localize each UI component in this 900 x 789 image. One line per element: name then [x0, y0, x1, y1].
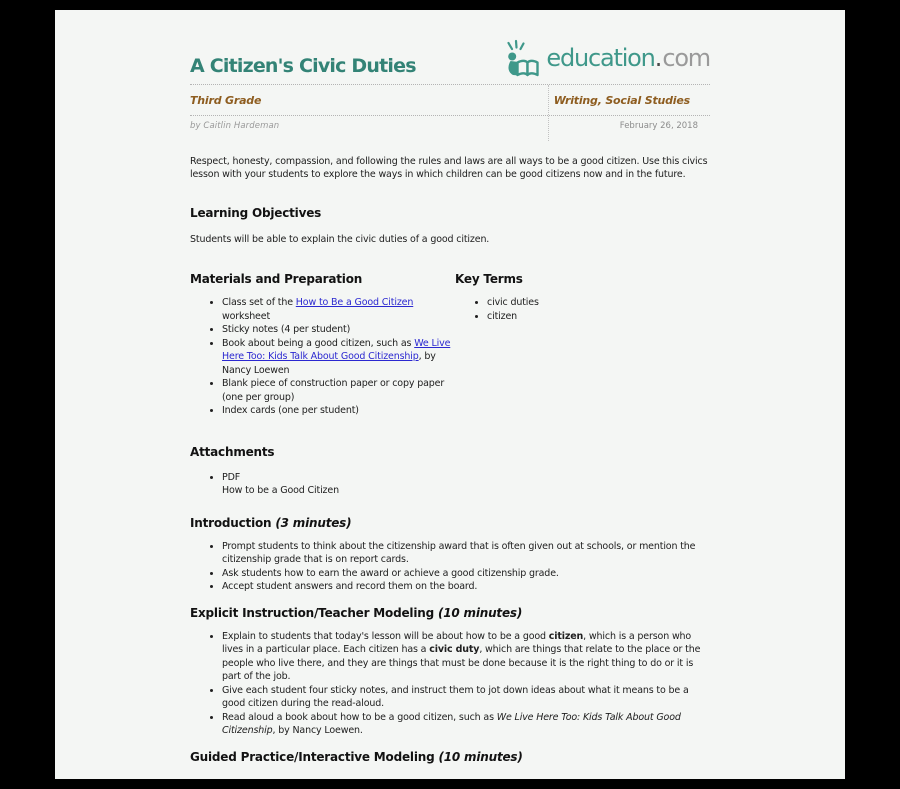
introduction-list [190, 540, 710, 594]
logo-brand-text: education [546, 44, 655, 72]
text-segment: Index cards (one per student) [222, 405, 359, 416]
step-title: Explicit Instruction/Teacher Modeling [190, 605, 434, 620]
list-item [222, 540, 710, 567]
hyperlink[interactable]: We Live Here Too: Kids Talk About Good Citizenship [222, 337, 451, 362]
list-item [222, 404, 455, 418]
text-segment: , which is a person who lives in a particular place. Each citizen has a [222, 630, 692, 655]
list-item [222, 630, 710, 684]
introduction-heading [190, 516, 710, 530]
text-segment: Blank piece of construction paper or copy paper (one per group) [222, 378, 445, 403]
publish-date: February 26, 2018 [619, 121, 698, 131]
text-segment: , by Nancy Loewen. [272, 725, 363, 736]
list-item [222, 567, 710, 581]
attachments-heading: Attachments [190, 444, 275, 459]
list-item [222, 471, 710, 498]
list-item [222, 711, 710, 738]
lesson-plan-page [55, 10, 845, 779]
logo-dot: . [654, 44, 663, 72]
text-segment: , which are things that relate to the place or the people who live there, and they are things that must be done because it is the right thing to do or it is part of the job. [222, 644, 701, 682]
logo-tld-text: com [662, 44, 710, 72]
text-segment: Accept student answers and record them on the board. [222, 581, 478, 592]
list-item [487, 296, 710, 310]
materials-list [190, 296, 455, 418]
learning-objectives-text: Students will be able to explain the civic duties of a good citizen. [190, 234, 490, 245]
step-title: Introduction [190, 515, 272, 530]
list-item [487, 310, 710, 324]
subjects-label: Writing, Social Studies [553, 94, 690, 107]
bold-term: civic duty [429, 644, 480, 655]
text-segment: Explain to students that today's lesson will be about how to be a good [222, 630, 549, 642]
key-terms-heading: Key Terms [455, 272, 523, 286]
text-segment: PDF [222, 471, 241, 483]
explicit-instruction-heading [190, 606, 710, 620]
text-segment: , by Nancy Loewen [222, 351, 436, 376]
book-title: We Live Here Too: Kids Talk About Good Citizenship [222, 711, 681, 736]
education-logo [505, 38, 710, 78]
text-segment: Give each student four sticky notes, and instruct them to jot down ideas about what it means to be a good citizen during the read-aloud. [222, 684, 689, 709]
text-segment: Sticky notes (4 per student) [222, 324, 351, 335]
materials-heading: Materials and Preparation [190, 272, 363, 286]
lesson-content [190, 10, 710, 764]
meta-block [190, 85, 710, 141]
list-item [222, 337, 455, 378]
key-terms-section [455, 272, 710, 418]
text-segment: Book about being a good citizen, such as [222, 337, 415, 349]
overview-paragraph: Respect, honesty, compassion, and following the rules and laws are all ways to be a good citizen. Use this civics lesson with your students to explore the ways in which children can be good citizens now and in the future. [190, 156, 708, 180]
step-duration: (3 minutes) [275, 515, 352, 530]
text-segment: civic duties [487, 297, 539, 308]
byline-date-row [190, 116, 710, 141]
text-segment: Ask students how to earn the award or achieve a good citizenship grade. [222, 567, 559, 579]
step-title: Guided Practice/Interactive Modeling [190, 749, 435, 764]
list-item [222, 684, 710, 711]
materials-keyterms-columns [190, 272, 710, 418]
grade-label: Third Grade [190, 85, 549, 115]
bold-term: citizen [548, 630, 584, 642]
list-item [222, 296, 455, 323]
document-header [190, 10, 710, 85]
list-item [222, 580, 710, 594]
text-segment: worksheet [222, 310, 271, 322]
page-title: A Citizen's Civic Duties [190, 55, 416, 77]
list-item [222, 377, 455, 404]
text-segment: How to be a Good Citizen [222, 485, 339, 496]
explicit-instruction-list [190, 630, 710, 738]
text-segment: Class set of the [222, 297, 296, 308]
education-book-icon [505, 38, 546, 78]
text-segment: Prompt students to think about the citizenship award that is often given out at schools, or mention the citizenship grade that is on report cards. [222, 540, 696, 565]
step-duration: (10 minutes) [437, 605, 523, 620]
learning-objectives-heading: Learning Objectives [190, 206, 322, 220]
list-item [222, 323, 455, 337]
attachments-list [190, 471, 710, 498]
step-duration: (10 minutes) [438, 749, 523, 764]
guided-practice-heading [190, 750, 710, 764]
text-segment: citizen [487, 310, 518, 322]
key-terms-list [455, 296, 710, 323]
grade-subjects-row [190, 85, 710, 116]
text-segment: Read aloud a book about how to be a good citizen, such as [222, 711, 497, 723]
author-byline: by Caitlin Hardeman [190, 116, 549, 141]
hyperlink[interactable]: How to Be a Good Citizen [295, 297, 414, 308]
materials-section [190, 272, 455, 418]
